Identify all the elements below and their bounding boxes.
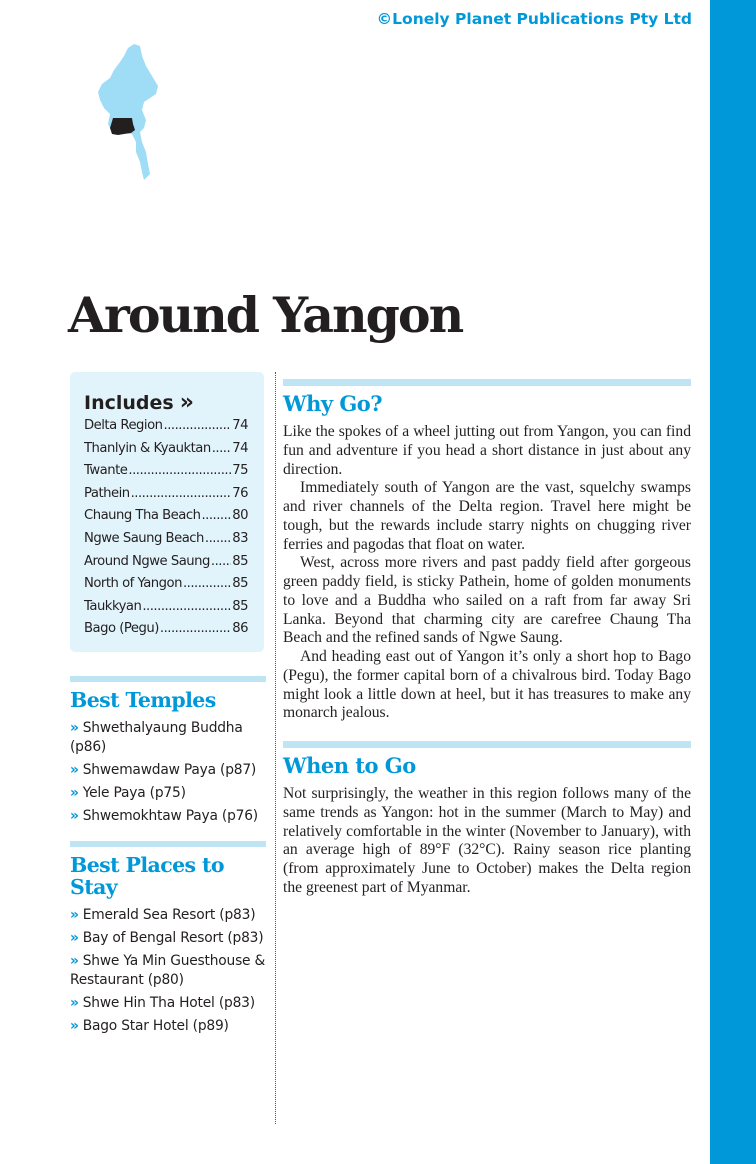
- includes-heading-text: Includes: [84, 392, 174, 414]
- copyright-notice: ©Lonely Planet Publications Pty Ltd: [376, 10, 692, 28]
- list-item[interactable]: » Shwemawdaw Paya (p87): [70, 762, 257, 778]
- why-go-body: [283, 423, 691, 723]
- chapter-tab-bar: [710, 0, 756, 1164]
- when-to-go-heading: When to Go: [283, 753, 416, 778]
- includes-item[interactable]: Bago (Pegu) ..... 86: [84, 621, 248, 644]
- double-chevron-icon: »: [70, 785, 79, 801]
- double-chevron-icon: »: [70, 1018, 79, 1034]
- list-item[interactable]: » Bago Star Hotel (p89): [70, 1018, 229, 1034]
- when-to-go-body: [283, 785, 691, 898]
- includes-item[interactable]: North of Yangon ..... 85: [84, 576, 248, 599]
- includes-item[interactable]: Taukkyan ..... 85: [84, 599, 248, 622]
- includes-item[interactable]: Around Ngwe Saung ..... 85: [84, 554, 248, 577]
- column-divider: [275, 372, 276, 1124]
- paragraph: And heading east out of Yangon it’s only a short hop to Bago (Pegu), the former capital born of a chivalrous bird. Today Bago might look a little down at heel, but it has treasures to make any monarch jealous.: [283, 648, 691, 722]
- section-rule: [283, 741, 691, 748]
- includes-item[interactable]: Thanlyin & Kyauktan ..... 74: [84, 441, 248, 464]
- list-item[interactable]: » Shwemokhtaw Paya (p76): [70, 808, 258, 824]
- list-item[interactable]: » Emerald Sea Resort (p83): [70, 907, 256, 923]
- includes-item[interactable]: Twante ..... 75: [84, 463, 248, 486]
- includes-heading: [84, 390, 190, 415]
- double-chevron-icon: »: [70, 720, 79, 736]
- list-item[interactable]: » Shwethalyaung Buddha (p86): [70, 720, 243, 755]
- section-rule: [70, 841, 266, 847]
- list-item[interactable]: » Shwe Ya Min Guesthouse & Restaurant (p80): [70, 953, 266, 988]
- includes-item[interactable]: Delta Region ..... 74: [84, 418, 248, 441]
- why-go-section: [283, 379, 691, 723]
- section-rule: [70, 676, 266, 682]
- best-temples-section: [70, 676, 266, 830]
- double-chevron-icon: »: [70, 808, 79, 824]
- myanmar-locator-map-icon: [96, 42, 164, 184]
- paragraph: Like the spokes of a wheel jutting out from Yangon, you can find fun and adventure if you head a short distance in just about any direction.: [283, 423, 691, 478]
- paragraph: West, across more rivers and past paddy field after gorgeous green paddy field, is sticky Pathein, home of golden monuments to love and a Buddha who sailed on a raft from far away Sri Lanka. Beyond that charming city are carefree Chaung Tha Beach and the refined sands of Ngwe Saung.: [283, 554, 691, 647]
- double-chevron-icon: »: [70, 907, 79, 923]
- paragraph: Immediately south of Yangon are the vast, squelchy swamps and river channels of the Delta region. Travel here might be tough, but the rewards include starry nights on chugging river ferries and pagodas that float on water.: [283, 479, 691, 553]
- includes-item[interactable]: Pathein ..... 76: [84, 486, 248, 509]
- section-rule: [283, 379, 691, 386]
- double-chevron-icon: »: [70, 762, 79, 778]
- double-chevron-icon: »: [70, 995, 79, 1011]
- best-stay-section: [70, 841, 266, 1040]
- myanmar-outline: [98, 44, 158, 180]
- best-temples-list: [70, 719, 266, 826]
- includes-item[interactable]: Chaung Tha Beach ..... 80: [84, 508, 248, 531]
- includes-item[interactable]: Ngwe Saung Beach ..... 83: [84, 531, 248, 554]
- chevron-right-icon: »: [179, 390, 190, 415]
- double-chevron-icon: »: [70, 930, 79, 946]
- double-chevron-icon: »: [70, 953, 79, 969]
- best-temples-heading: Best Temples: [70, 688, 216, 712]
- includes-list: [84, 418, 248, 644]
- list-item[interactable]: » Yele Paya (p75): [70, 785, 186, 801]
- list-item[interactable]: » Shwe Hin Tha Hotel (p83): [70, 995, 255, 1011]
- paragraph: Not surprisingly, the weather in this region follows many of the same trends as Yangon: hot in the summer (March to May) and relatively comfortable in the winter (November to January), with an average high of 89°F (32°C). Rainy season rice planting (from approximately June to October) makes the Delta region the greenest part of Myanmar.: [283, 785, 691, 896]
- why-go-heading: Why Go?: [283, 391, 383, 416]
- when-to-go-section: [283, 741, 691, 898]
- list-item[interactable]: » Bay of Bengal Resort (p83): [70, 930, 264, 946]
- chapter-title: Around Yangon: [68, 286, 463, 344]
- around-yangon-region-highlight: [110, 118, 135, 135]
- includes-box: [70, 372, 264, 652]
- best-stay-list: [70, 906, 266, 1036]
- best-stay-heading: Best Places to Stay: [70, 853, 224, 899]
